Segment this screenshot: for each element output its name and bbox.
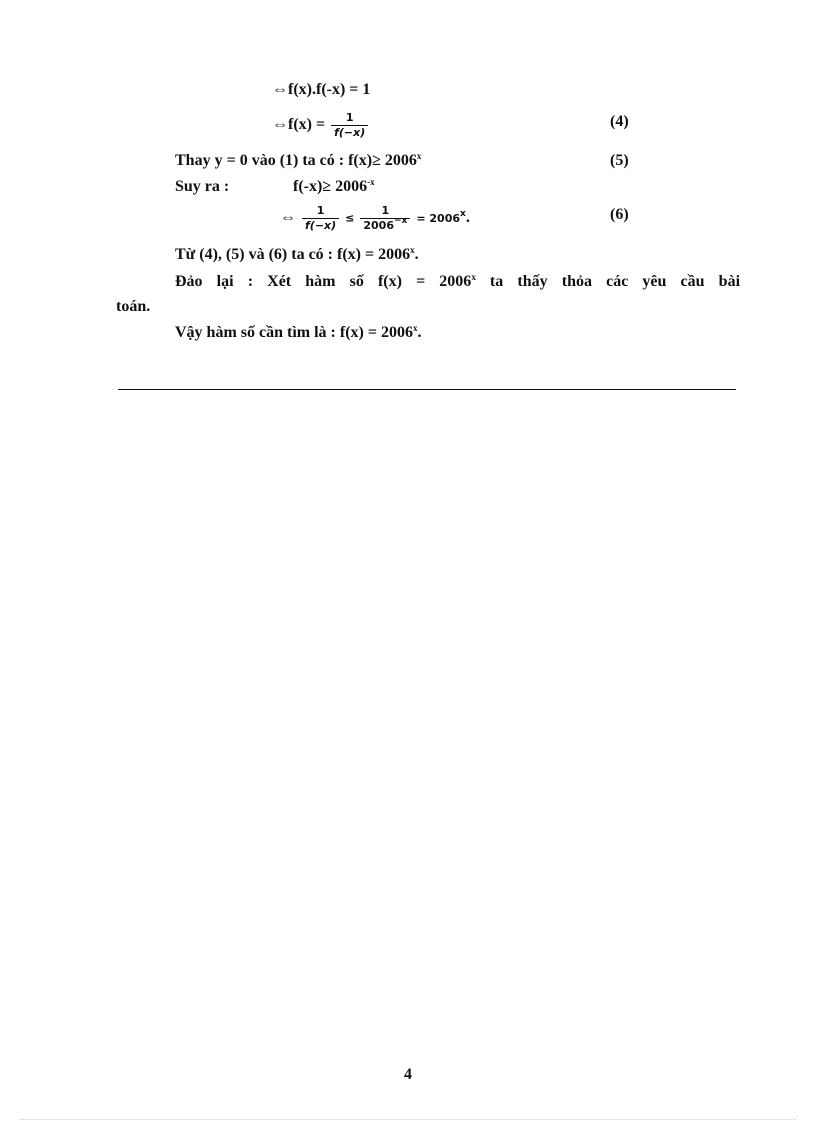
page-bottom-border xyxy=(20,1119,796,1120)
fraction-2 xyxy=(360,205,410,232)
sentence-text: Từ (4), (5) và (6) ta có : f(x) = 2006 xyxy=(175,246,411,263)
sentence-suy-ra-expr xyxy=(293,177,375,197)
equals-expression: = $2006^x$ xyxy=(416,208,466,225)
horizontal-rule xyxy=(118,389,736,390)
superscript: x xyxy=(416,151,422,161)
equivalence-symbol: ⇔ xyxy=(280,209,296,227)
sentence-tu-4-5-6: Từ (4), (5) và (6) ta có : $f(x) = 2006^x$. xyxy=(175,245,419,263)
superscript: -x xyxy=(367,177,375,187)
fraction-numerator: 1 xyxy=(360,205,410,219)
sentence-dao-lai xyxy=(175,272,740,292)
sentence-thay-y xyxy=(175,151,421,171)
equation-line-1 xyxy=(272,80,370,100)
superscript: x xyxy=(412,323,418,333)
fraction-numerator: 1 xyxy=(331,112,368,126)
equation-text: ⇔f(x).f(-x) = 1 xyxy=(272,81,371,98)
fraction-denominator: f(−x) xyxy=(334,126,366,139)
sentence-toan: toán. xyxy=(116,298,151,315)
equation-text: ⇔f(x) = xyxy=(272,116,326,134)
fraction-denominator: $2006^{-x}$ xyxy=(363,216,408,232)
sentence-text: Vậy hàm số cần tìm là : f(x) = 2006 xyxy=(175,324,413,341)
equation-number-5: (5) xyxy=(610,152,629,169)
justified-line: Đảo lại : Xét hàm số $f(x) = 2006^x$ ta thấy thỏa các yêu cầu bài xyxy=(175,272,741,290)
fraction-denominator: f(−x) xyxy=(305,219,337,232)
equation-text: f(-x)≥ 2006 xyxy=(293,178,368,195)
equation-number-6: (6) xyxy=(610,206,629,223)
sentence-suy-ra-label: Suy ra : xyxy=(175,178,230,195)
page-number: 4 xyxy=(404,1066,412,1083)
sentence-text: Thay y = 0 vào (1) ta có : f(x)≥ 2006 xyxy=(175,152,417,169)
fraction-numerator: 1 xyxy=(302,205,339,219)
sentence-conclusion: Vậy hàm số cần tìm là : $f(x) = 2006^x$. xyxy=(175,323,422,341)
superscript: x xyxy=(410,245,415,255)
fraction-1 xyxy=(302,205,339,232)
fraction xyxy=(331,112,368,139)
equation-line-6 xyxy=(280,205,470,232)
period: . xyxy=(465,209,470,227)
equation-line-2 xyxy=(272,112,370,139)
leq-symbol: ≤ xyxy=(345,211,355,225)
equation-number-4: (4) xyxy=(610,113,629,130)
superscript: −x xyxy=(394,216,408,226)
